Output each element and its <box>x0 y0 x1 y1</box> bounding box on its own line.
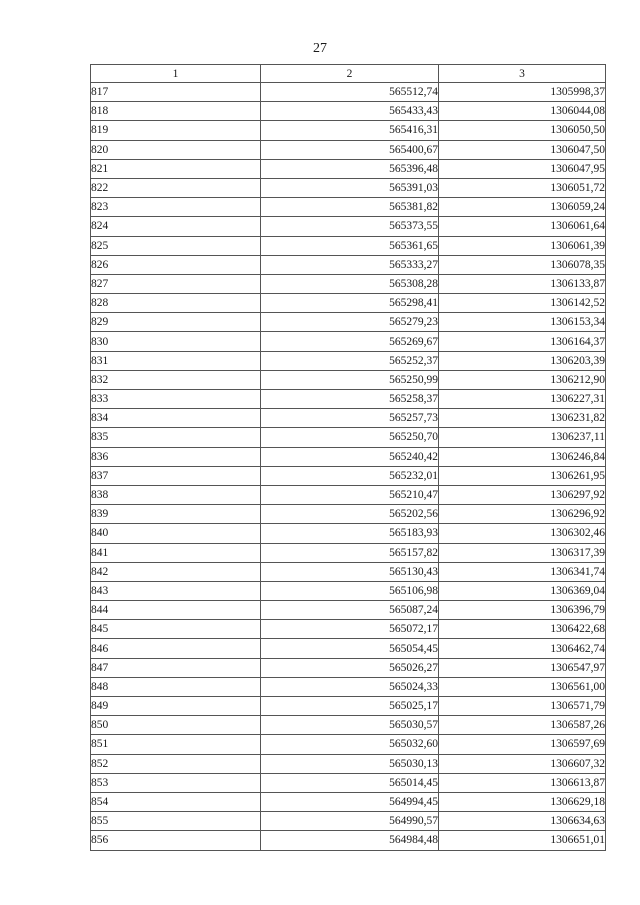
x-coordinate-cell: 565257,73 <box>261 409 439 428</box>
x-coordinate-cell: 565361,65 <box>261 236 439 255</box>
y-coordinate-cell: 1306651,01 <box>439 831 606 850</box>
x-coordinate-cell: 565183,93 <box>261 524 439 543</box>
y-coordinate-cell: 1306237,11 <box>439 428 606 447</box>
table-row <box>91 716 606 735</box>
point-number-cell: 833 <box>91 390 261 409</box>
table-row <box>91 198 606 217</box>
point-number-cell: 819 <box>91 121 261 140</box>
y-coordinate-cell: 1306078,35 <box>439 255 606 274</box>
table-row <box>91 524 606 543</box>
column-header-1: 1 <box>91 65 261 83</box>
table-row <box>91 255 606 274</box>
y-coordinate-cell: 1306297,92 <box>439 485 606 504</box>
point-number-cell: 826 <box>91 255 261 274</box>
point-number-cell: 830 <box>91 332 261 351</box>
x-coordinate-cell: 565250,70 <box>261 428 439 447</box>
y-coordinate-cell: 1306246,84 <box>439 447 606 466</box>
point-number-cell: 855 <box>91 812 261 831</box>
table-row <box>91 178 606 197</box>
x-coordinate-cell: 565433,43 <box>261 102 439 121</box>
y-coordinate-cell: 1306061,39 <box>439 236 606 255</box>
x-coordinate-cell: 564990,57 <box>261 812 439 831</box>
page-number: 27 <box>313 41 327 56</box>
point-number-cell: 828 <box>91 294 261 313</box>
x-coordinate-cell: 565373,55 <box>261 217 439 236</box>
x-coordinate-cell: 565240,42 <box>261 447 439 466</box>
table-row <box>91 485 606 504</box>
table-row <box>91 217 606 236</box>
table-row <box>91 466 606 485</box>
x-coordinate-cell: 565202,56 <box>261 505 439 524</box>
table-row <box>91 409 606 428</box>
y-coordinate-cell: 1305998,37 <box>439 83 606 102</box>
column-header-3: 3 <box>439 65 606 83</box>
table-row <box>91 792 606 811</box>
table-row <box>91 831 606 850</box>
table-row <box>91 658 606 677</box>
table-row <box>91 735 606 754</box>
table-row <box>91 601 606 620</box>
table-row <box>91 83 606 102</box>
y-coordinate-cell: 1306561,00 <box>439 677 606 696</box>
table-row <box>91 390 606 409</box>
y-coordinate-cell: 1306059,24 <box>439 198 606 217</box>
y-coordinate-cell: 1306164,37 <box>439 332 606 351</box>
point-number-cell: 849 <box>91 697 261 716</box>
point-number-cell: 846 <box>91 639 261 658</box>
table-row <box>91 121 606 140</box>
point-number-cell: 822 <box>91 178 261 197</box>
point-number-cell: 835 <box>91 428 261 447</box>
table-row <box>91 812 606 831</box>
point-number-cell: 832 <box>91 370 261 389</box>
y-coordinate-cell: 1306341,74 <box>439 562 606 581</box>
y-coordinate-cell: 1306061,64 <box>439 217 606 236</box>
y-coordinate-cell: 1306571,79 <box>439 697 606 716</box>
point-number-cell: 818 <box>91 102 261 121</box>
point-number-cell: 840 <box>91 524 261 543</box>
table-row <box>91 351 606 370</box>
table-row <box>91 447 606 466</box>
table-row <box>91 236 606 255</box>
point-number-cell: 834 <box>91 409 261 428</box>
table-row <box>91 428 606 447</box>
x-coordinate-cell: 565026,27 <box>261 658 439 677</box>
point-number-cell: 856 <box>91 831 261 850</box>
point-number-cell: 844 <box>91 601 261 620</box>
y-coordinate-cell: 1306261,95 <box>439 466 606 485</box>
point-number-cell: 852 <box>91 754 261 773</box>
x-coordinate-cell: 565014,45 <box>261 773 439 792</box>
x-coordinate-cell: 565025,17 <box>261 697 439 716</box>
x-coordinate-cell: 565106,98 <box>261 581 439 600</box>
table-row <box>91 140 606 159</box>
y-coordinate-cell: 1306227,31 <box>439 390 606 409</box>
y-coordinate-cell: 1306597,69 <box>439 735 606 754</box>
x-coordinate-cell: 565030,57 <box>261 716 439 735</box>
y-coordinate-cell: 1306050,50 <box>439 121 606 140</box>
table-row <box>91 754 606 773</box>
table-body <box>91 83 606 851</box>
point-number-cell: 848 <box>91 677 261 696</box>
point-number-cell: 843 <box>91 581 261 600</box>
y-coordinate-cell: 1306613,87 <box>439 773 606 792</box>
y-coordinate-cell: 1306587,26 <box>439 716 606 735</box>
table-row <box>91 102 606 121</box>
y-coordinate-cell: 1306296,92 <box>439 505 606 524</box>
table-row <box>91 332 606 351</box>
point-number-cell: 824 <box>91 217 261 236</box>
x-coordinate-cell: 565252,37 <box>261 351 439 370</box>
x-coordinate-cell: 565308,28 <box>261 274 439 293</box>
point-number-cell: 839 <box>91 505 261 524</box>
x-coordinate-cell: 565087,24 <box>261 601 439 620</box>
x-coordinate-cell: 565032,60 <box>261 735 439 754</box>
point-number-cell: 817 <box>91 83 261 102</box>
point-number-cell: 831 <box>91 351 261 370</box>
x-coordinate-cell: 565130,43 <box>261 562 439 581</box>
y-coordinate-cell: 1306212,90 <box>439 370 606 389</box>
table-row <box>91 313 606 332</box>
point-number-cell: 842 <box>91 562 261 581</box>
point-number-cell: 837 <box>91 466 261 485</box>
table-row <box>91 562 606 581</box>
point-number-cell: 823 <box>91 198 261 217</box>
y-coordinate-cell: 1306047,95 <box>439 159 606 178</box>
point-number-cell: 821 <box>91 159 261 178</box>
x-coordinate-cell: 565072,17 <box>261 620 439 639</box>
table-row <box>91 773 606 792</box>
point-number-cell: 847 <box>91 658 261 677</box>
x-coordinate-cell: 565391,03 <box>261 178 439 197</box>
coordinates-table <box>90 64 606 851</box>
y-coordinate-cell: 1306422,68 <box>439 620 606 639</box>
x-coordinate-cell: 564984,48 <box>261 831 439 850</box>
table-row <box>91 505 606 524</box>
y-coordinate-cell: 1306369,04 <box>439 581 606 600</box>
point-number-cell: 838 <box>91 485 261 504</box>
y-coordinate-cell: 1306203,39 <box>439 351 606 370</box>
x-coordinate-cell: 565030,13 <box>261 754 439 773</box>
table-row <box>91 639 606 658</box>
y-coordinate-cell: 1306317,39 <box>439 543 606 562</box>
x-coordinate-cell: 565054,45 <box>261 639 439 658</box>
x-coordinate-cell: 565279,23 <box>261 313 439 332</box>
x-coordinate-cell: 565333,27 <box>261 255 439 274</box>
x-coordinate-cell: 565416,31 <box>261 121 439 140</box>
x-coordinate-cell: 565232,01 <box>261 466 439 485</box>
point-number-cell: 820 <box>91 140 261 159</box>
x-coordinate-cell: 565024,33 <box>261 677 439 696</box>
y-coordinate-cell: 1306133,87 <box>439 274 606 293</box>
y-coordinate-cell: 1306231,82 <box>439 409 606 428</box>
point-number-cell: 845 <box>91 620 261 639</box>
point-number-cell: 851 <box>91 735 261 754</box>
y-coordinate-cell: 1306607,32 <box>439 754 606 773</box>
y-coordinate-cell: 1306142,52 <box>439 294 606 313</box>
table-row <box>91 370 606 389</box>
y-coordinate-cell: 1306396,79 <box>439 601 606 620</box>
x-coordinate-cell: 565157,82 <box>261 543 439 562</box>
table-header-row <box>91 65 606 83</box>
y-coordinate-cell: 1306047,50 <box>439 140 606 159</box>
point-number-cell: 841 <box>91 543 261 562</box>
y-coordinate-cell: 1306153,34 <box>439 313 606 332</box>
point-number-cell: 827 <box>91 274 261 293</box>
x-coordinate-cell: 565269,67 <box>261 332 439 351</box>
y-coordinate-cell: 1306634,63 <box>439 812 606 831</box>
y-coordinate-cell: 1306462,74 <box>439 639 606 658</box>
y-coordinate-cell: 1306547,97 <box>439 658 606 677</box>
x-coordinate-cell: 565258,37 <box>261 390 439 409</box>
x-coordinate-cell: 564994,45 <box>261 792 439 811</box>
column-header-2: 2 <box>261 65 439 83</box>
point-number-cell: 850 <box>91 716 261 735</box>
x-coordinate-cell: 565250,99 <box>261 370 439 389</box>
table-row <box>91 159 606 178</box>
x-coordinate-cell: 565210,47 <box>261 485 439 504</box>
point-number-cell: 825 <box>91 236 261 255</box>
table-row <box>91 581 606 600</box>
x-coordinate-cell: 565400,67 <box>261 140 439 159</box>
x-coordinate-cell: 565396,48 <box>261 159 439 178</box>
table-row <box>91 620 606 639</box>
y-coordinate-cell: 1306629,18 <box>439 792 606 811</box>
x-coordinate-cell: 565298,41 <box>261 294 439 313</box>
point-number-cell: 829 <box>91 313 261 332</box>
y-coordinate-cell: 1306044,08 <box>439 102 606 121</box>
table-row <box>91 543 606 562</box>
point-number-cell: 853 <box>91 773 261 792</box>
point-number-cell: 836 <box>91 447 261 466</box>
y-coordinate-cell: 1306051,72 <box>439 178 606 197</box>
table-row <box>91 697 606 716</box>
point-number-cell: 854 <box>91 792 261 811</box>
table-row <box>91 677 606 696</box>
table-row <box>91 294 606 313</box>
x-coordinate-cell: 565381,82 <box>261 198 439 217</box>
x-coordinate-cell: 565512,74 <box>261 83 439 102</box>
table-row <box>91 274 606 293</box>
y-coordinate-cell: 1306302,46 <box>439 524 606 543</box>
